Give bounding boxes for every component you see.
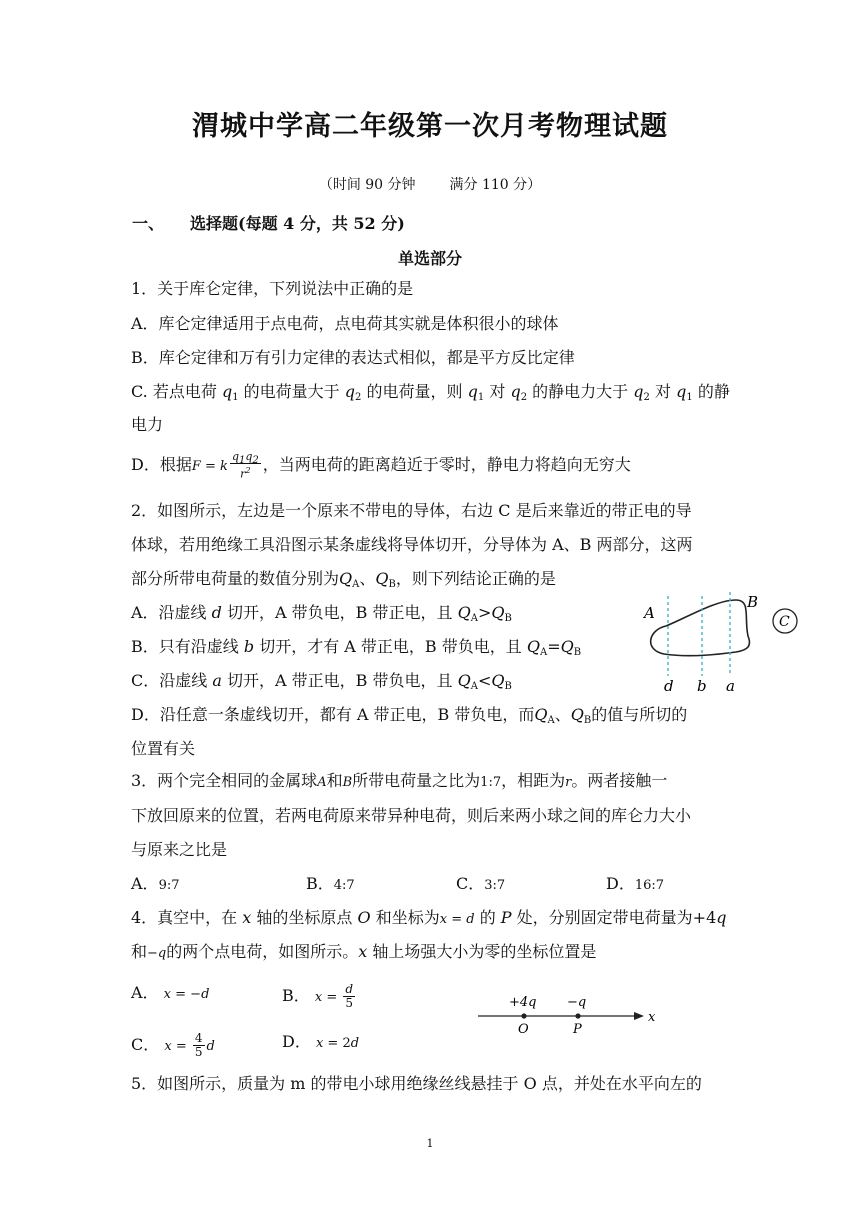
q2-stem-line2: 体球，若用绝缘工具沿图示某条虚线将导体切开，分导体为 A、B 两部分，这两 — [131, 535, 693, 554]
q3-stem-line3: 与原来之比是 — [131, 840, 228, 859]
q2-option-b: B．只有沿虚线 b 切开，才有 A 带正电，B 带负电，且 $Q_A=Q_B$ — [131, 637, 582, 658]
coulomb-fraction: $\frac{q_1q_2}{r^2}$ — [231, 450, 259, 481]
section-number: 一、 — [132, 214, 165, 233]
label-b-part: B — [747, 593, 759, 611]
q2-option-a: A．沿虚线 d 切开，A 带负电，B 带正电，且 $Q_A>Q_B$ — [131, 603, 512, 624]
q3-option-a: A．9:7 — [131, 874, 180, 893]
q2-option-d-continued: 位置有关 — [131, 739, 196, 758]
conductor-figure — [636, 588, 816, 698]
section-heading — [132, 211, 405, 234]
label-b: b — [697, 677, 707, 695]
q1-option-c-continued: 电力 — [131, 415, 164, 434]
label-x: x — [648, 1010, 656, 1025]
q1-stem: 1．关于库仑定律，下列说法中正确的是 — [131, 279, 414, 298]
q1-option-b: B．库仑定律和万有引力定律的表达式相似，都是平方反比定律 — [131, 348, 575, 367]
x-axis-arrow-icon — [634, 1012, 644, 1020]
label-minus-q: −q — [567, 995, 587, 1010]
q1-option-c: C. 若点电荷 $q_1$ 的电荷量大于 $q_2$ 的电荷量，则 $q_1$ 对 $q_2$ 的静电力大于 $q_2$ 对 $q_1$ 的静 — [131, 382, 730, 403]
page-title: 渭城中学高二年级第一次月考物理试题 — [192, 111, 668, 142]
label-origin: O — [518, 1022, 529, 1037]
q4-stem-line1: 4．真空中，在 x 轴的坐标原点 O 和坐标为x = d 的 P 处，分别固定带电荷量为+4q — [131, 908, 727, 927]
part-title: 单选部分 — [397, 249, 462, 268]
charge-point-o — [521, 1013, 526, 1018]
q3-option-b: B．4:7 — [306, 874, 355, 893]
q5-stem: 5．如图所示，质量为 m 的带电小球用绝缘丝线悬挂于 O 点，并处在水平向左的 — [131, 1074, 702, 1093]
q3-stem-line2: 下放回原来的位置，若两电荷原来带异种电荷，则后来两小球之间的库仑力大小 — [131, 806, 692, 825]
exam-info — [0, 174, 860, 194]
exam-score: 满分 110 分） — [449, 177, 542, 193]
q1-option-a: A．库仑定律适用于点电荷，点电荷其实就是体积很小的球体 — [131, 314, 559, 333]
q1-option-d: D．根据F = k $\frac{q_1q_2}{r^2}$ ，当两电荷的距离趋近于零时，静电力将趋向无穷大 — [131, 450, 631, 481]
q4-option-c: C． x = $\frac{4}{5}$ d — [131, 1031, 215, 1059]
x-axis-figure — [472, 988, 672, 1038]
label-a-part: A — [644, 604, 655, 622]
q4-option-b: B． x = $\frac{d}{5}$ — [282, 982, 354, 1010]
q4-option-d: D． x = 2d — [282, 1032, 360, 1051]
q4-stem-line2: 和−q的两个点电荷，如图所示。x 轴上场强大小为零的坐标位置是 — [131, 942, 597, 961]
label-a: a — [726, 677, 735, 695]
q3-option-d: D．16:7 — [606, 874, 665, 893]
q2-option-c: C．沿虚线 a 切开，A 带正电，B 带负电，且 $Q_A<Q_B$ — [131, 671, 512, 692]
q3-option-c: C．3:7 — [456, 874, 506, 893]
q2-stem-line1: 2．如图所示，左边是一个原来不带电的导体，右边 C 是后来靠近的带正电的导 — [131, 501, 692, 520]
q2-stem-line3: 部分所带电荷量的数值分别为$Q_A$、$Q_B$，则下列结论正确的是 — [131, 569, 556, 590]
label-p: P — [573, 1022, 582, 1037]
label-d: d — [664, 677, 674, 695]
q4-option-a: A． x = −d — [131, 983, 210, 1002]
label-c: C — [779, 614, 790, 630]
q2-option-d: D．沿任意一条虚线切开，都有 A 带正电，B 带负电，而$Q_A$、$Q_B$的值与所切的 — [131, 705, 688, 726]
exam-time: （时间 90 分钟 — [318, 177, 416, 193]
label-plus-4q: +4q — [509, 995, 537, 1010]
conductor-outline — [651, 600, 750, 656]
charge-point-p — [575, 1013, 580, 1018]
page-number: 1 — [426, 1137, 434, 1150]
q3-stem-line1: 3．两个完全相同的金属球A和B所带电荷量之比为1:7，相距为r。两者接触一 — [131, 771, 668, 790]
section-label: 选择题(每题 4 分，共 52 分) — [190, 214, 405, 233]
